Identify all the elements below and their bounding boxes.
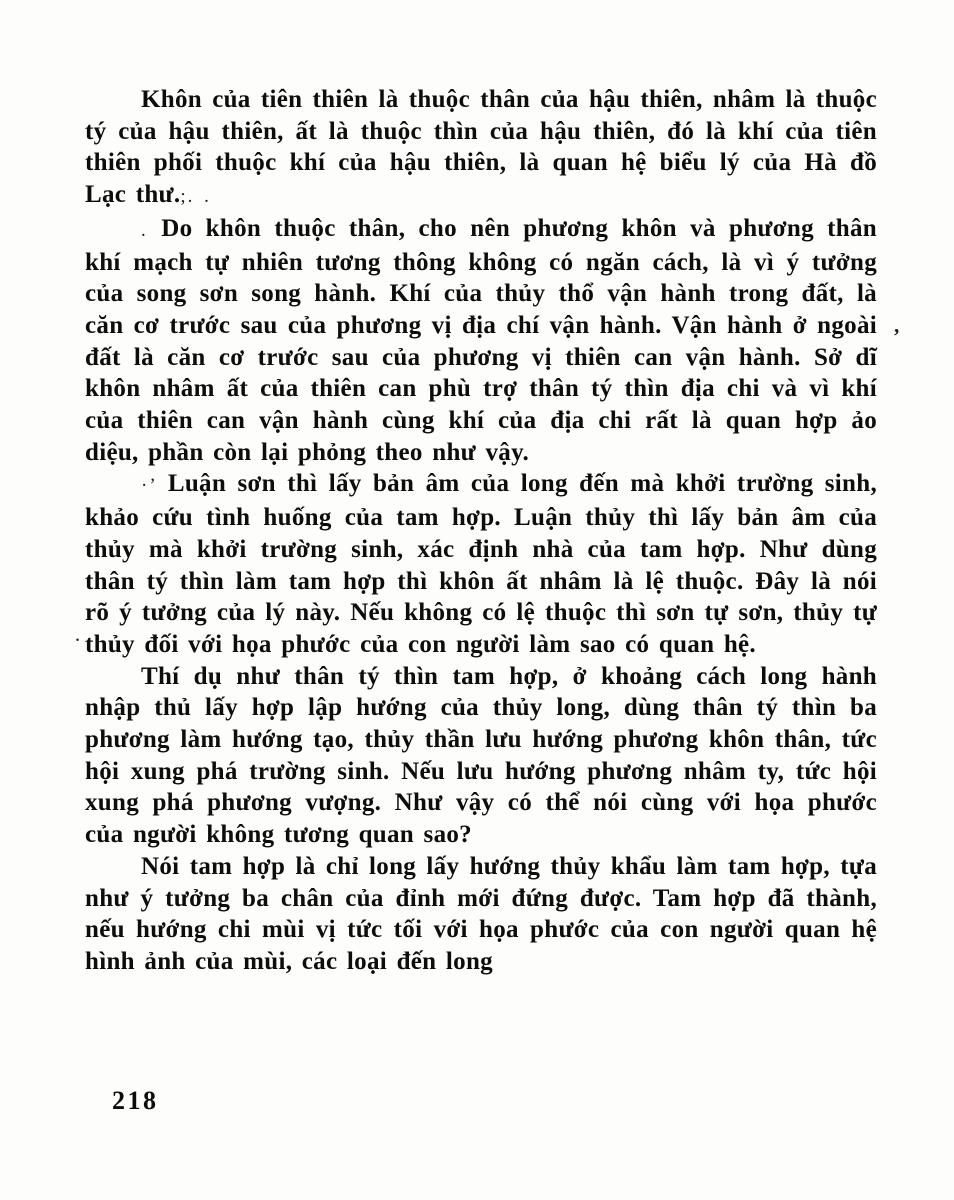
paragraph-1 <box>85 84 877 213</box>
scan-speck-left-margin: · <box>74 628 81 652</box>
scan-artifact-before-paragraph-2: . <box>141 219 162 241</box>
paragraph-5 <box>85 851 877 978</box>
page-number: 218 <box>112 1086 159 1115</box>
paragraph-3 <box>85 468 877 660</box>
page-body-text <box>85 84 877 978</box>
paragraph-3-text: Luận sơn thì lấy bản âm của long đến mà khởi trường sinh, khảo cứu tình huống của tam hợp. Luận thủy thì lấy bản âm của thủy mà khởi trường sinh, xác định nhà của tam hợp. Như dùng thân tý thìn làm tam hợp thì khôn ất nhâm là lệ thuộc. Đây là nói rõ ý tưởng của lý này. Nếu không có lệ thuộc thì sơn tự sơn, thủy tự thủy đối với họa phước của con người làm sao có quan hệ. <box>85 470 878 658</box>
scan-artifact-before-paragraph-3: ·’ <box>141 475 168 497</box>
paragraph-1-text: Khôn của tiên thiên là thuộc thân của hậu thiên, nhâm là thuộc tý của hậu thiên, ất là thuộc thìn của hậu thiên, đó là khí của tiên thiên phối thuộc khí của hậu thiên, là quan hệ biểu lý của Hà đồ Lạc thư. <box>85 86 877 209</box>
scan-speck-right-margin: ’ <box>893 324 900 348</box>
scan-artifact-after-paragraph-1: ;. . <box>180 186 211 208</box>
paragraph-4 <box>85 661 877 851</box>
paragraph-2-text: Do khôn thuộc thân, cho nên phương khôn và phương thân khí mạch tự nhiên tương thông không có ngăn cách, là vì ý tưởng của song sơn song hành. Khí của thủy thổ vận hành trong đất, là căn cơ trước sau của phương vị địa chí vận hành. Vận hành ở ngoài đất là căn cơ trước sau của phương vị thiên can vận hành. Sở dĩ khôn nhâm ất của thiên can phù trợ thân tý thìn địa chi và vì khí của thiên can vận hành cùng khí của địa chi rất là quan hợp ảo diệu, phần còn lại phỏng theo như vậy. <box>85 214 877 466</box>
paragraph-5-text: Nói tam hợp là chỉ long lấy hướng thủy khẩu làm tam hợp, tựa như ý tưởng ba chân của đỉnh mới đứng được. Tam hợp đã thành, nếu hướng chi mùi vị tức tối với họa phước của con người quan hệ hình ảnh của mùi, các loại đến long <box>85 852 877 975</box>
paragraph-2 <box>85 213 877 469</box>
paragraph-4-text: Thí dụ như thân tý thìn tam hợp, ở khoảng cách long hành nhập thủ lấy hợp lập hướng của thủy long, dùng thân tý thìn ba phương làm hướng tạo, thủy thần lưu hướng phương khôn thân, tức hội xung phá trường sinh. Nếu lưu hướng phương nhâm ty, tức hội xung phá phương vượng. Như vậy có thể nói cùng với họa phước của người không tương quan sao? <box>85 662 877 849</box>
